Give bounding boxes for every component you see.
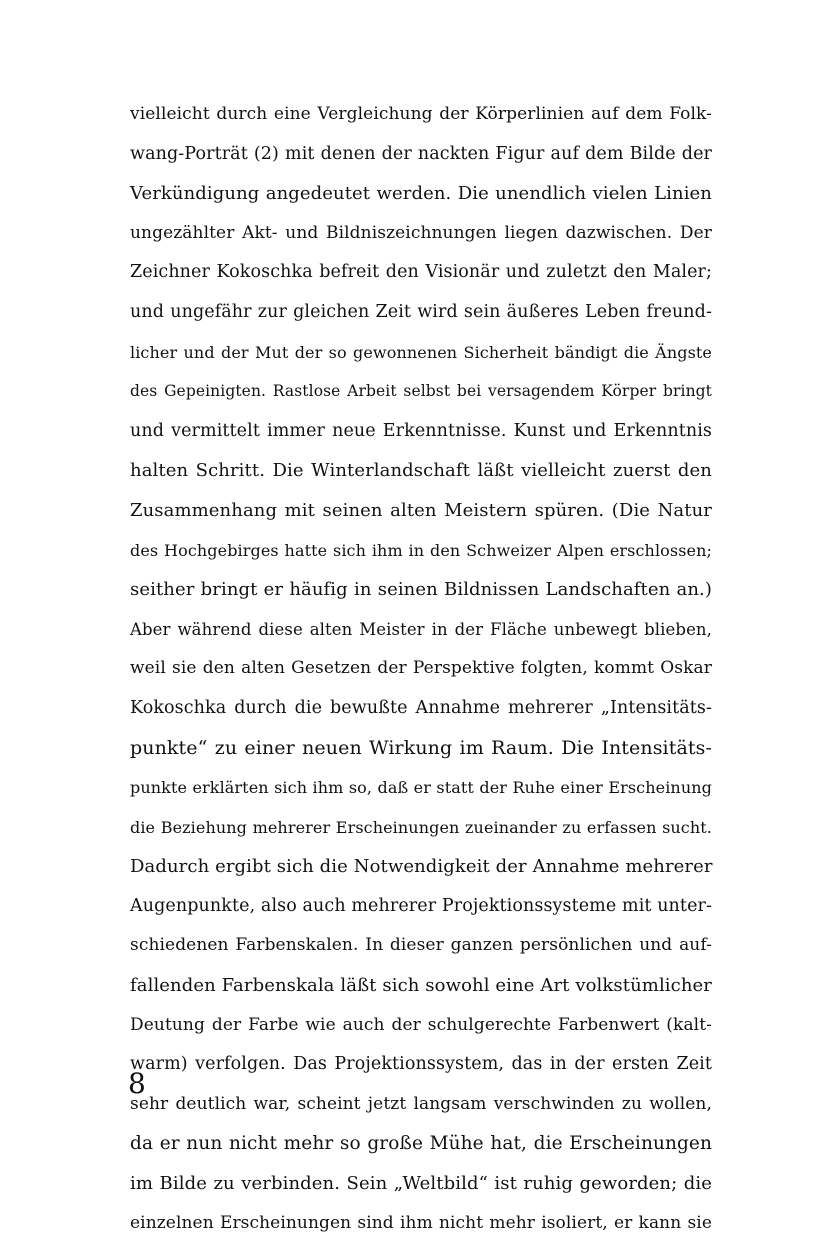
text-line: Aber während diese alten Meister in der Fläche unbewegt blieben, <box>130 619 712 639</box>
text-line: punkte“ zu einer neuen Wirkung im Raum. Die Intensitäts- <box>130 736 712 759</box>
text-line: da er nun nicht mehr so große Mühe hat, die Erscheinungen <box>130 1133 712 1155</box>
text-line: seither bringt er häufig in seinen Bildnissen Landschaften an.) <box>130 579 712 601</box>
text-line: halten Schritt. Die Winterlandschaft läßt vielleicht zuerst den <box>130 460 712 482</box>
text-line: fallenden Farbenskala läßt sich sowohl eine Art volkstümlicher <box>130 975 712 997</box>
text-line: sehr deutlich war, scheint jetzt langsam verschwinden zu wollen, <box>130 1093 712 1114</box>
text-line: weil sie den alten Gesetzen der Perspektive folgten, kommt Oskar <box>130 658 712 679</box>
text-line: warm) verfolgen. Das Projektionssystem, das in der ersten Zeit <box>130 1054 712 1075</box>
text-line: Deutung der Farbe wie auch der schulgerechte Farbenwert (kalt- <box>130 1014 712 1035</box>
text-line: ungezählter Akt- und Bildniszeichnungen liegen dazwischen. Der <box>130 222 712 243</box>
text-line: im Bilde zu verbinden. Sein „Weltbild“ ist ruhig geworden; die <box>130 1173 712 1195</box>
body-text <box>130 95 712 1243</box>
text-line: punkte erklärten sich ihm so, daß er statt der Ruhe einer Erscheinung <box>130 778 712 798</box>
text-line: Kokoschka durch die bewußte Annahme mehrerer „Intensitäts- <box>130 697 712 718</box>
text-line: Zeichner Kokoschka befreit den Visionär und zuletzt den Maler; <box>130 262 712 283</box>
text-line: wang-Porträt (2) mit denen der nackten Figur auf dem Bilde der <box>130 143 712 164</box>
text-line: vielleicht durch eine Vergleichung der Körperlinien auf dem Folk- <box>130 104 712 124</box>
text-line: einzelnen Erscheinungen sind ihm nicht mehr isoliert, er kann sie <box>130 1212 712 1233</box>
text-line: Zusammenhang mit seinen alten Meistern spüren. (Die Natur <box>130 499 712 521</box>
text-line: des Gepeinigten. Rastlose Arbeit selbst bei versagendem Körper bringt <box>130 382 712 401</box>
page-number: 8 <box>128 1067 146 1100</box>
text-line: Augenpunkte, also auch mehrerer Projektionssysteme mit unter- <box>130 895 712 916</box>
text-line: und vermittelt immer neue Erkenntnisse. Kunst und Erkenntnis <box>130 420 712 441</box>
text-line: licher und der Mut der so gewonnenen Sicherheit bändigt die Ängste <box>130 342 712 362</box>
text-line: und ungefähr zur gleichen Zeit wird sein äußeres Leben freund- <box>130 301 712 322</box>
text-line: die Beziehung mehrerer Erscheinungen zueinander zu erfassen sucht. <box>130 817 712 837</box>
text-line: des Hochgebirges hatte sich ihm in den Schweizer Alpen erschlossen; <box>130 540 712 560</box>
text-line: Dadurch ergibt sich die Notwendigkeit der Annahme mehrerer <box>130 856 713 878</box>
text-line: schiedenen Farbenskalen. In dieser ganzen persönlichen und auf- <box>130 935 712 956</box>
text-line: Verkündigung angedeutet werden. Die unendlich vielen Linien <box>130 183 712 205</box>
